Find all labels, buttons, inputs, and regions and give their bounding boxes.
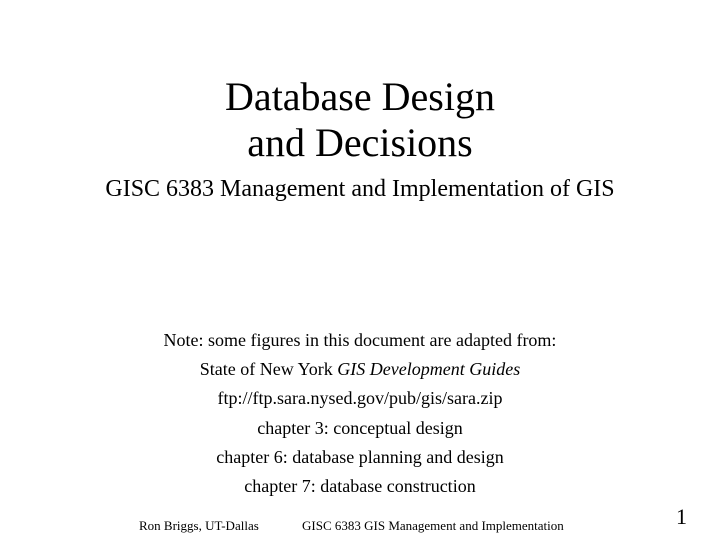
slide-title-line-2: and Decisions [247, 120, 473, 165]
source-note [0, 326, 720, 501]
note-line-4: chapter 3: conceptual design [257, 417, 463, 438]
slide-title-line-1: Database Design [225, 74, 495, 119]
slide-subtitle: GISC 6383 Management and Implementation of GIS [105, 176, 615, 202]
note-line-6: chapter 7: database construction [244, 476, 476, 497]
footer-author: Ron Briggs, UT-Dallas [139, 518, 259, 533]
note-line-5: chapter 6: database planning and design [216, 446, 504, 467]
slide-title [0, 74, 720, 166]
footer-course: GISC 6383 GIS Management and Implementation [302, 518, 564, 533]
page-number: 1 [676, 504, 687, 529]
note-line-1: Note: some figures in this document are adapted from: [163, 330, 557, 350]
note-line-2-prefix: State of New York [199, 359, 338, 380]
note-line-2 [0, 355, 720, 384]
note-line-2-guide-title: GIS Development Guides [337, 359, 521, 380]
note-line-3-ftp-url: ftp://ftp.sara.nysed.gov/pub/gis/sara.zip [217, 388, 503, 409]
